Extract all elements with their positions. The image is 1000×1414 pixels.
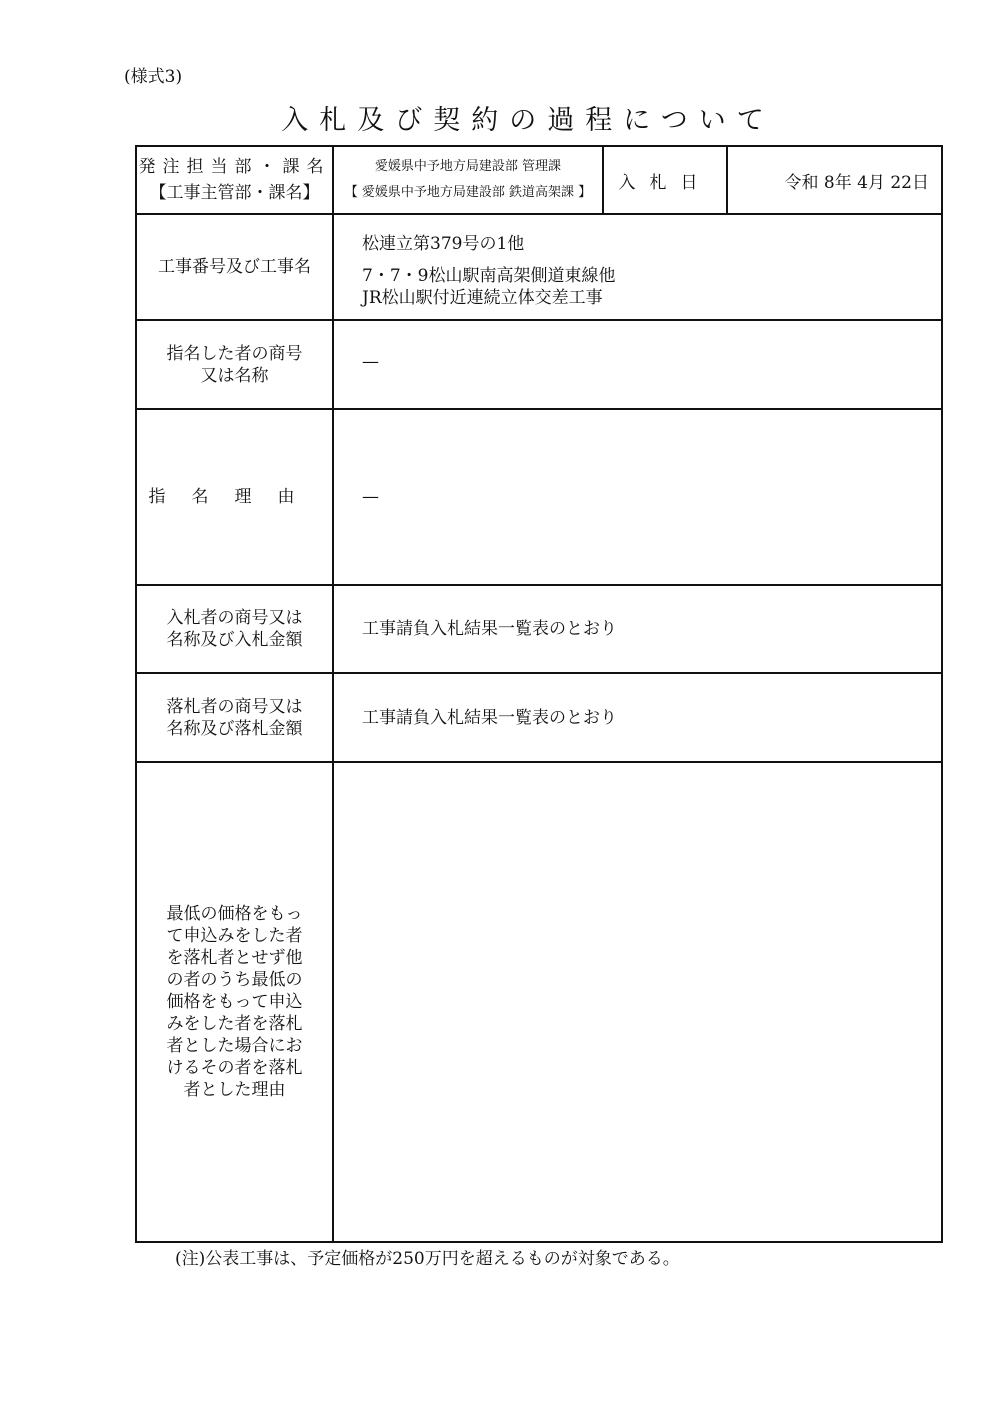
lowest-price-label-line: 最低の価格をもっ xyxy=(166,904,303,924)
nominee-value: — xyxy=(362,352,379,372)
lowest-price-label-line: けるその者を落札 xyxy=(166,1058,303,1078)
lowest-price-label-line: の者のうち最低の xyxy=(166,970,303,990)
lowest-price-label-line: 者とした理由 xyxy=(183,1080,286,1100)
document-title: 入札及び契約の過程について xyxy=(281,105,775,136)
header-row xyxy=(137,147,941,213)
nominee-label-line-1: 指名した者の商号 xyxy=(166,343,303,364)
project-row xyxy=(137,213,941,319)
department-value-cell xyxy=(334,147,604,213)
ordering-department-label: 発注担当部・課名 xyxy=(138,157,331,177)
bid-date-value: 令和 8年 4月 22日 xyxy=(784,172,929,193)
lowest-price-label-line: を落札者とせず他 xyxy=(166,948,303,968)
lowest-price-label-line: みをした者を落札 xyxy=(166,1014,303,1034)
project-label: 工事番号及び工事名 xyxy=(137,215,334,319)
nominee-label-cell xyxy=(137,321,334,408)
bidders-label-line-1: 入札者の商号又は xyxy=(166,608,303,628)
footnote: (注)公表工事は、予定価格が250万円を超えるものが対象である。 xyxy=(175,1249,680,1269)
bidders-label-line-2: 名称及び入札金額 xyxy=(166,630,303,650)
reason-row xyxy=(137,408,941,584)
lowest-price-label-line: 者とした場合にお xyxy=(166,1036,303,1056)
nomination-reason-label: 指名理由 xyxy=(137,410,334,584)
nomination-reason-value: — xyxy=(362,487,379,507)
bidders-row xyxy=(137,584,941,672)
procurement-form-table xyxy=(135,145,943,1243)
bidders-value: 工事請負入札結果一覧表のとおり xyxy=(362,619,617,639)
nominee-label-line-2: 又は名称 xyxy=(200,365,269,386)
winner-value: 工事請負入札結果一覧表のとおり xyxy=(362,707,617,728)
project-name-line-1: 7・7・9松山駅南高架側道東線他 xyxy=(362,266,616,286)
project-value-cell xyxy=(334,215,941,319)
supervising-department-label: 【工事主管部・課名】 xyxy=(149,183,320,203)
bidders-label-cell xyxy=(137,586,334,672)
bid-date-label: 入札日 xyxy=(604,147,728,213)
winner-label-line-2: 名称及び落札金額 xyxy=(166,718,303,739)
winner-label-cell xyxy=(137,674,334,761)
lowest-price-label-line: て申込みをした者 xyxy=(166,926,303,946)
form-number-label: (様式3) xyxy=(124,67,183,87)
ordering-department-value: 愛媛県中予地方局建設部 管理課 xyxy=(374,159,562,174)
nominee-row xyxy=(137,319,941,408)
lowest-price-label-line: 価格をもって申込 xyxy=(166,992,303,1012)
project-name-line-2: JR松山駅付近連続立体交差工事 xyxy=(362,288,603,308)
supervising-department-value: 【 愛媛県中予地方局建設部 鉄道高架課 】 xyxy=(344,185,592,200)
lowest-price-reason-label-cell xyxy=(137,763,334,1241)
department-label-cell xyxy=(137,147,334,213)
winner-row xyxy=(137,672,941,761)
winner-label-line-1: 落札者の商号又は xyxy=(166,696,303,717)
project-number: 松連立第379号の1他 xyxy=(362,234,525,254)
lowest-price-reason-row xyxy=(137,761,941,1241)
lowest-price-reason-value xyxy=(334,763,941,1241)
